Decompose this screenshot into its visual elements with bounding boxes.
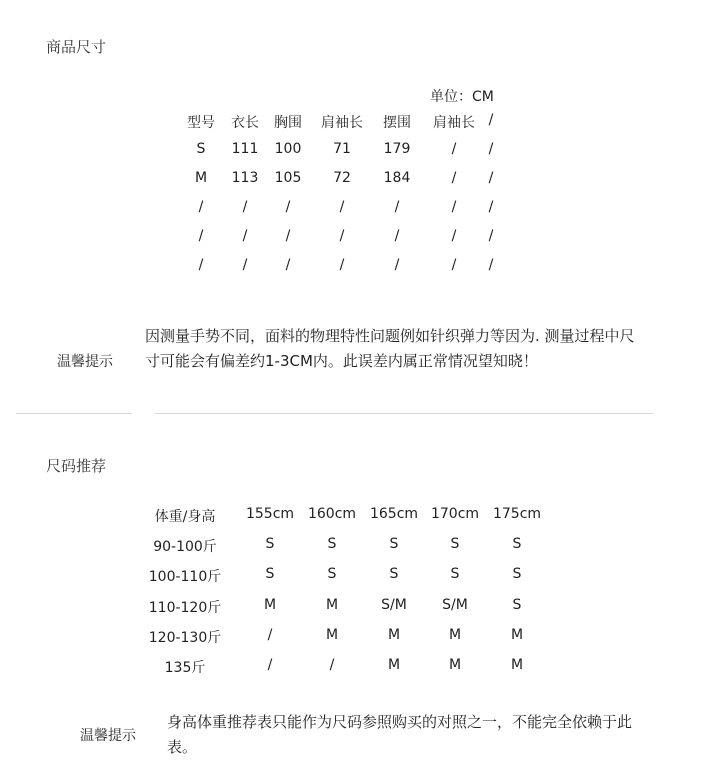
recommend-cell: M	[448, 627, 462, 643]
size-header-cell: 肩袖长	[321, 115, 363, 131]
recommend-tip-label: 温馨提示	[80, 728, 136, 744]
recommend-cell: S	[389, 566, 399, 582]
size-cell: /	[488, 170, 494, 186]
size-cell: S	[196, 141, 206, 157]
recommend-cell: M	[387, 627, 401, 643]
recommend-cell: 120-130斤	[148, 630, 222, 646]
size-tip-label: 温馨提示	[57, 354, 113, 370]
size-section-title: 商品尺寸	[46, 38, 107, 56]
recommend-cell: S	[265, 566, 275, 582]
size-cell: /	[285, 257, 291, 273]
recommend-cell: M	[510, 657, 524, 673]
size-tip-text: 因测量手势不同，面料的物理特性问题例如针织弹力等因为. 测量过程中尺寸可能会有偏差约1-3CM内。此误差内属正常情况望知晓！	[145, 327, 635, 370]
recommend-cell: M	[448, 657, 462, 673]
size-header-cell: /	[488, 112, 494, 128]
recommend-cell: 90-100斤	[153, 539, 217, 555]
recommend-cell: 135斤	[164, 660, 206, 676]
size-header-cell: 衣长	[231, 115, 259, 131]
recommend-header-cell: 160cm	[307, 506, 357, 522]
size-cell: /	[339, 199, 345, 215]
recommend-cell: M	[510, 627, 524, 643]
size-cell: /	[488, 257, 494, 273]
recommend-cell: M	[387, 657, 401, 673]
section-divider-right	[154, 413, 654, 414]
recommend-section-title: 尺码推荐	[46, 457, 107, 475]
size-cell: /	[451, 257, 457, 273]
size-cell: /	[242, 257, 248, 273]
recommend-cell: M	[263, 597, 277, 613]
size-cell: /	[198, 199, 204, 215]
size-cell: /	[198, 228, 204, 244]
recommend-cell: S/M	[381, 597, 407, 613]
recommend-cell: M	[325, 597, 339, 613]
size-cell: M	[194, 170, 208, 186]
recommend-cell: /	[329, 657, 335, 673]
recommend-cell: S	[512, 597, 522, 613]
recommend-header-cell: 175cm	[492, 506, 542, 522]
recommend-cell: S	[512, 536, 522, 552]
size-cell: 71	[333, 141, 351, 157]
recommend-cell: S/M	[442, 597, 468, 613]
size-cell: /	[198, 257, 204, 273]
size-cell: /	[394, 257, 400, 273]
size-cell: /	[285, 199, 291, 215]
recommend-cell: S	[450, 536, 460, 552]
size-cell: 184	[383, 170, 411, 186]
size-cell: 72	[333, 170, 351, 186]
size-cell: 113	[231, 170, 259, 186]
size-header-cell: 型号	[187, 115, 215, 131]
size-cell: /	[285, 228, 291, 244]
size-cell: /	[451, 141, 457, 157]
section-divider-left	[16, 413, 132, 414]
size-header-cell: 摆围	[383, 115, 411, 131]
recommend-tip-text: 身高体重推荐表只能作为尺码参照购买的对照之一，不能完全依赖于此表。	[167, 713, 633, 756]
size-cell: 179	[383, 141, 411, 157]
size-header-cell: 肩袖长	[433, 115, 475, 131]
size-cell: /	[339, 257, 345, 273]
size-cell: /	[451, 199, 457, 215]
recommend-header-cell: 165cm	[369, 506, 419, 522]
recommend-cell: S	[265, 536, 275, 552]
recommend-cell: M	[325, 627, 339, 643]
recommend-cell: S	[512, 566, 522, 582]
size-cell: 105	[274, 170, 302, 186]
size-cell: /	[242, 228, 248, 244]
size-cell: /	[488, 228, 494, 244]
recommend-cell: /	[267, 627, 273, 643]
recommend-cell: /	[267, 657, 273, 673]
size-cell: /	[451, 170, 457, 186]
size-cell: /	[451, 228, 457, 244]
recommend-header-cell: 170cm	[430, 506, 480, 522]
size-header-cell: 胸围	[274, 115, 302, 131]
recommend-header-cell: 155cm	[245, 506, 295, 522]
size-cell: /	[242, 199, 248, 215]
recommend-cell: S	[327, 566, 337, 582]
recommend-cell: 100-110斤	[148, 569, 222, 585]
size-cell: /	[394, 228, 400, 244]
recommend-cell: 110-120斤	[148, 600, 222, 616]
recommend-cell: S	[389, 536, 399, 552]
size-cell: 100	[274, 141, 302, 157]
size-cell: /	[339, 228, 345, 244]
recommend-header-cell: 体重/身高	[154, 509, 216, 525]
size-cell: /	[488, 199, 494, 215]
unit-label: 单位：CM	[430, 89, 494, 105]
recommend-cell: S	[450, 566, 460, 582]
size-cell: /	[394, 199, 400, 215]
size-cell: /	[488, 141, 494, 157]
size-cell: 111	[231, 141, 259, 157]
recommend-cell: S	[327, 536, 337, 552]
